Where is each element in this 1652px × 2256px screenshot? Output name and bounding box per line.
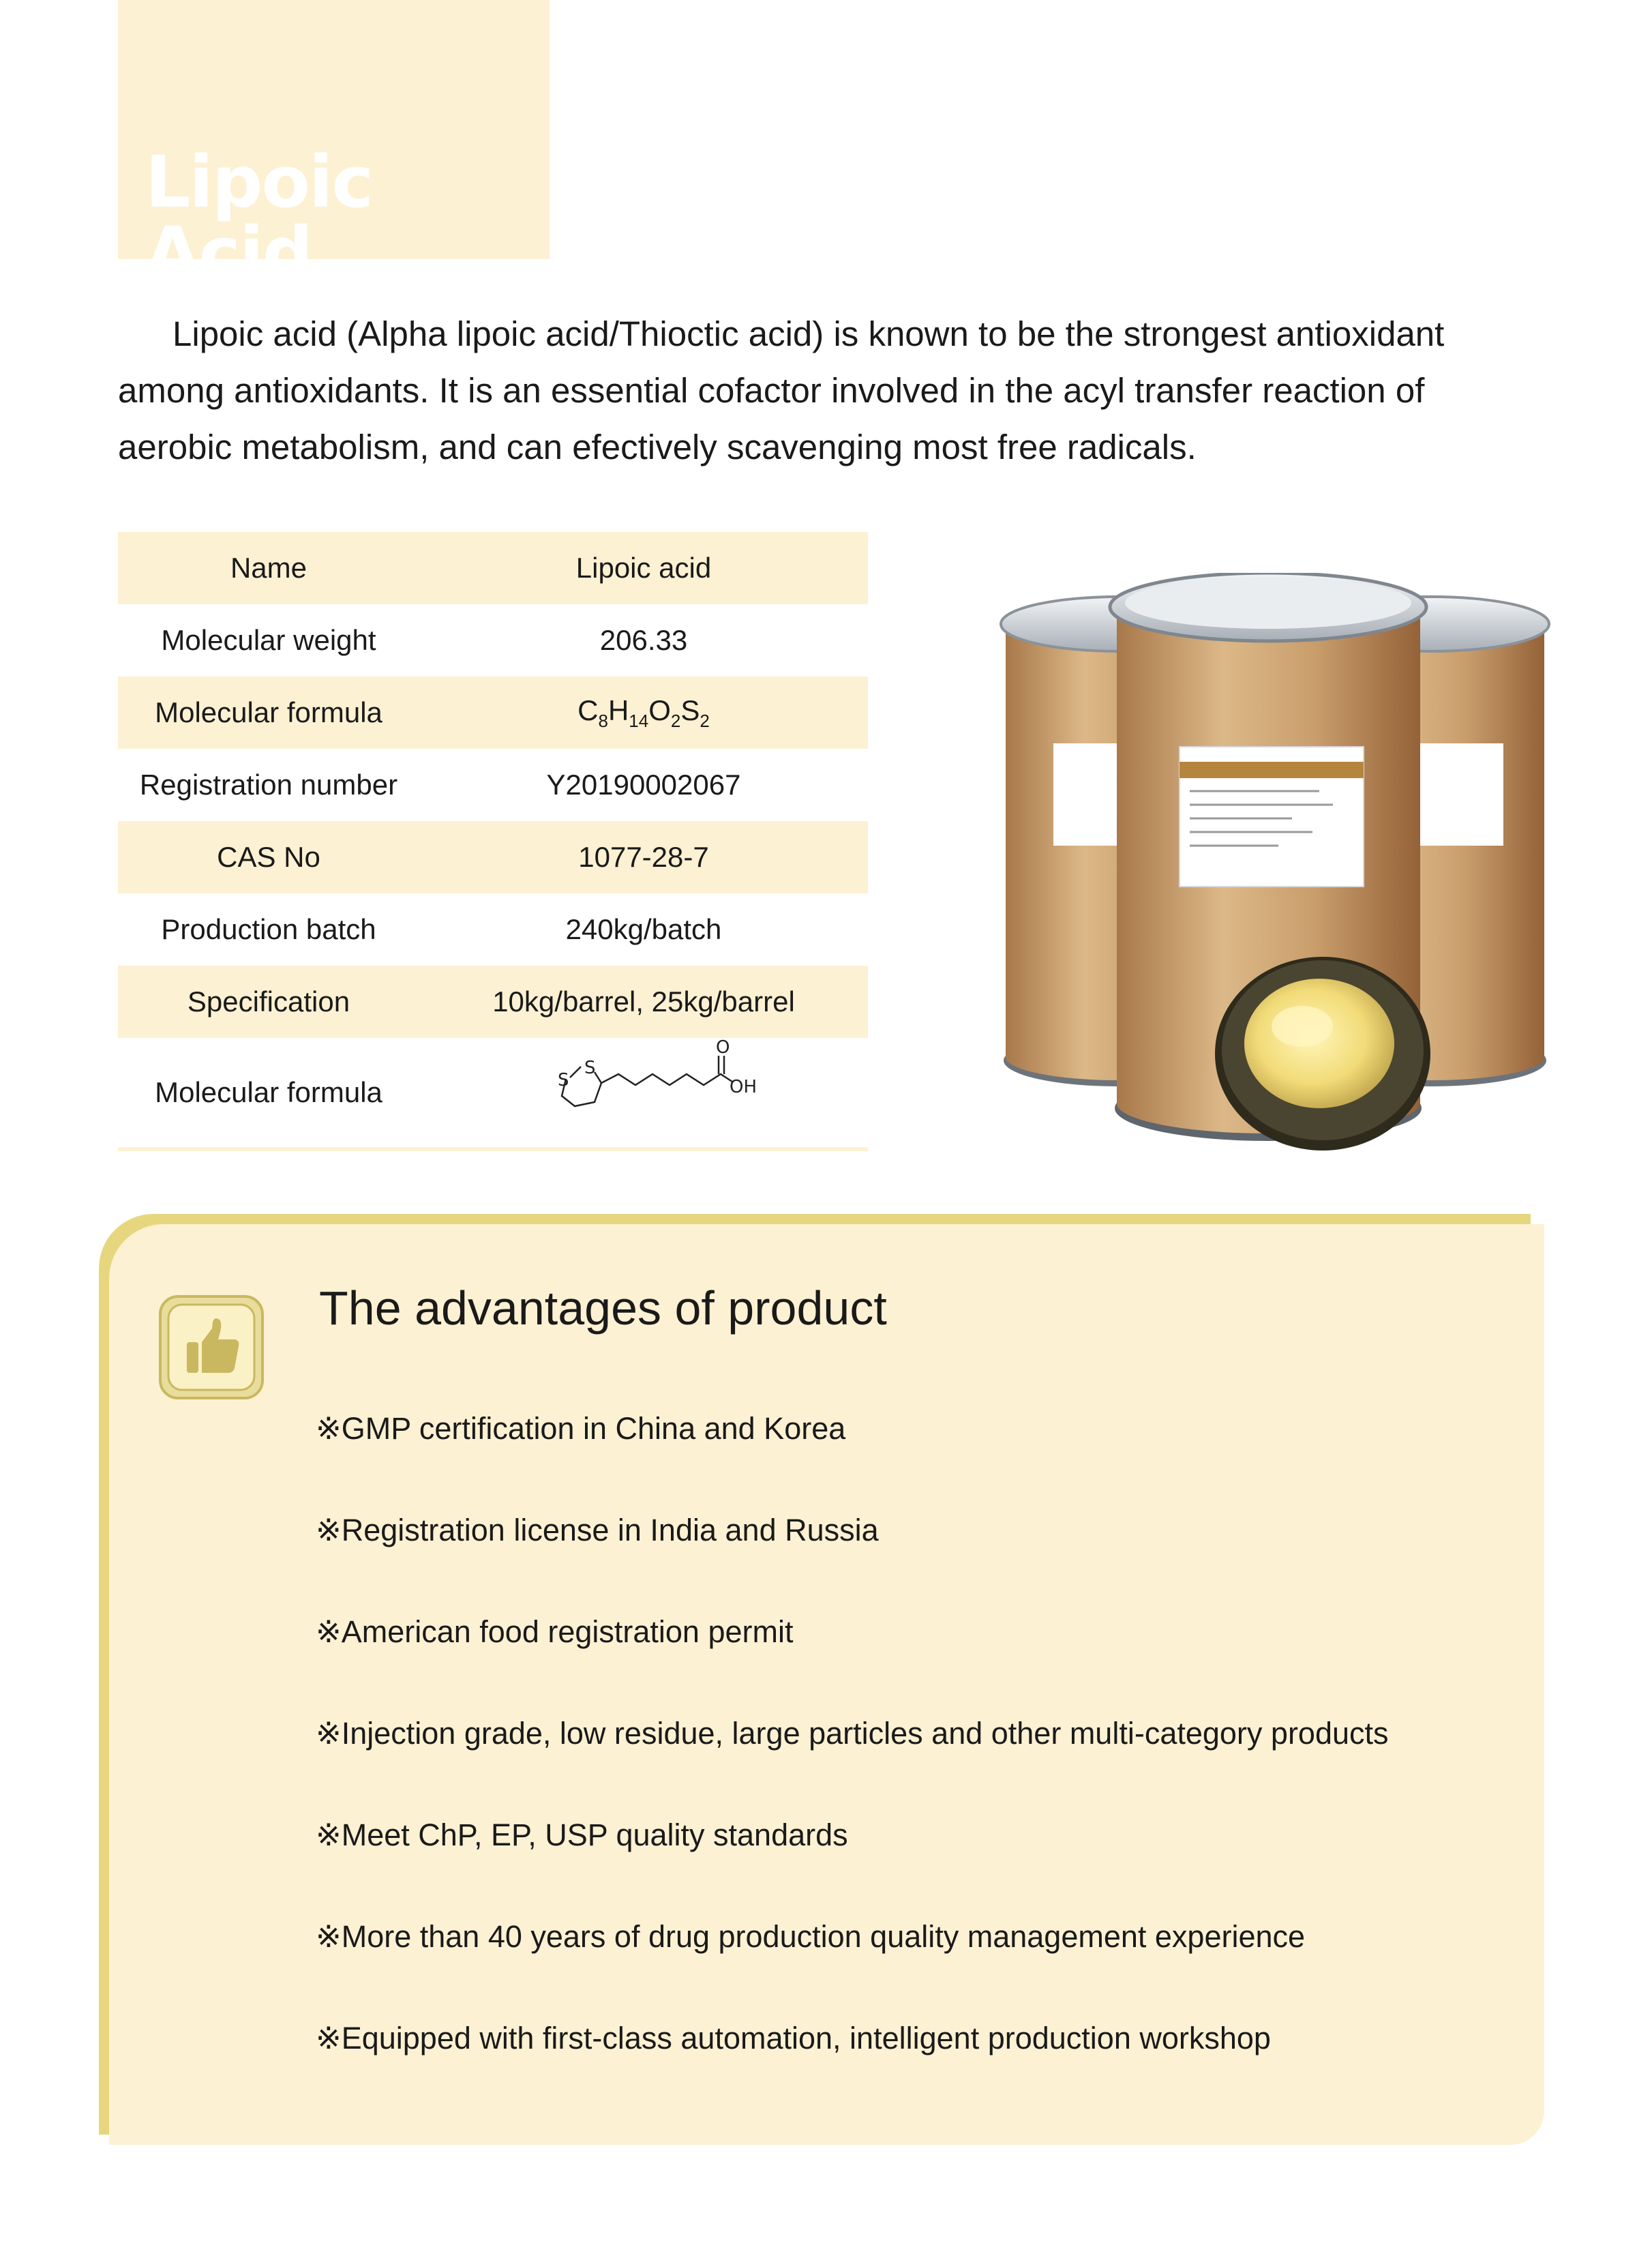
atom-label: S — [558, 1070, 569, 1090]
advantages-list — [316, 1398, 1389, 2109]
structural-formula-diagram — [507, 1038, 780, 1140]
row-label: Name — [118, 532, 419, 604]
intro-paragraph — [118, 306, 1536, 475]
table-row — [118, 604, 868, 677]
powder-dish — [1215, 957, 1430, 1151]
row-value: Lipoic acid — [419, 532, 868, 604]
table-row — [118, 749, 868, 821]
table-row — [118, 966, 868, 1038]
spec-table — [118, 532, 868, 1151]
list-item: ※Meet ChP, EP, USP quality standards — [316, 1817, 848, 1852]
row-label: CAS No — [118, 821, 419, 893]
structure-cell — [419, 1038, 868, 1149]
list-item: ※More than 40 years of drug production quality management experience — [316, 1919, 1306, 1954]
row-value: 240kg/batch — [565, 913, 722, 945]
row-label: Molecular formula — [118, 677, 419, 749]
list-item: ※Equipped with first-class automation, intelligent production workshop — [316, 2021, 1271, 2055]
advantages-title: The advantages of product — [319, 1281, 887, 1335]
atom-label: S — [584, 1058, 596, 1078]
row-label: Specification — [118, 966, 419, 1038]
thumbs-up-icon — [158, 1294, 265, 1400]
table-row — [118, 893, 868, 966]
table-row — [118, 677, 868, 749]
atom-label: O — [716, 1038, 730, 1058]
page-title: Lipoic Acid — [145, 140, 373, 295]
row-value: 1077-28-7 — [419, 821, 868, 893]
list-item: ※Injection grade, low residue, large particles and other multi-category products — [316, 1716, 1389, 1751]
list-item: ※American food registration permit — [316, 1614, 794, 1649]
row-label: Molecular weight — [161, 624, 376, 656]
list-item: ※Registration license in India and Russia — [316, 1513, 879, 1547]
row-value: Y20190002067 — [546, 769, 741, 801]
table-row — [118, 532, 868, 604]
product-drums-image — [992, 573, 1565, 1173]
row-value: 206.33 — [599, 624, 688, 656]
molecular-formula-value: $C_8H_{14}O_2S_2$ — [419, 677, 868, 749]
row-value: 10kg/barrel, 25kg/barrel — [419, 966, 868, 1038]
list-item: ※GMP certification in China and Korea — [316, 1411, 846, 1446]
table-row — [118, 1038, 868, 1149]
title-banner — [118, 0, 550, 295]
table-row — [118, 821, 868, 893]
intro-text: Lipoic acid (Alpha lipoic acid/Thioctic acid) is known to be the strongest antioxidant among antioxidants. It is an essential cofactor involved in the acyl transfer reaction of aerobic metabolism, and can efectively scavenging most free radicals. — [118, 314, 1445, 466]
row-label: Production batch — [161, 913, 376, 945]
atom-label: OH — [730, 1077, 757, 1097]
row-label: Registration number — [139, 769, 398, 801]
row-label: Molecular formula — [155, 1076, 382, 1108]
